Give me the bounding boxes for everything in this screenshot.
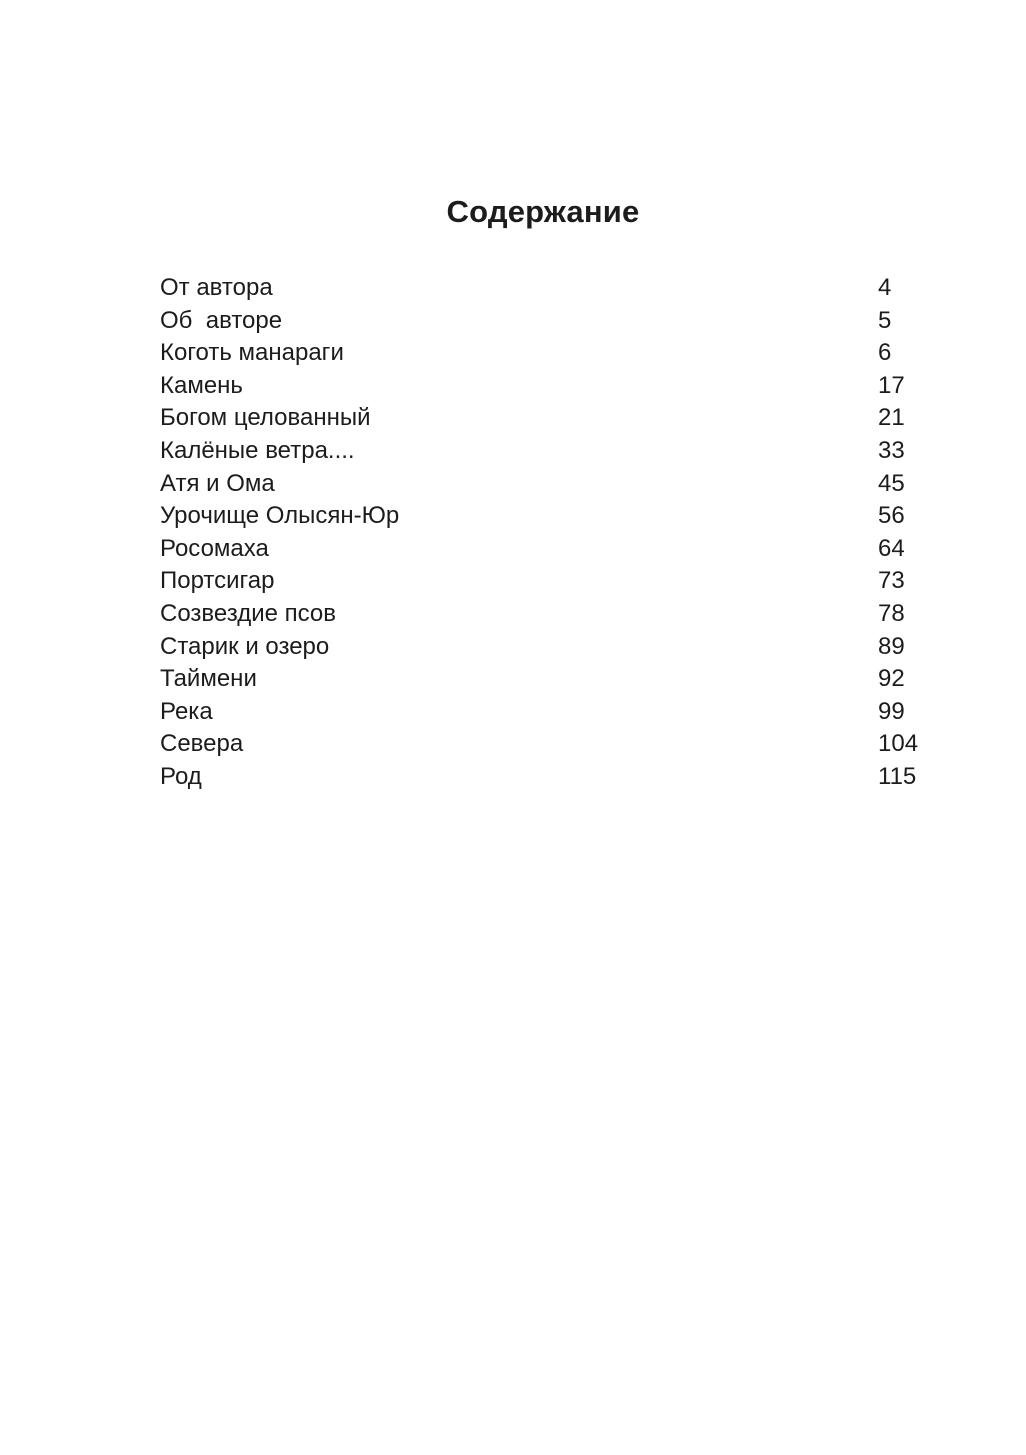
toc-row	[160, 728, 926, 761]
toc-entry-title: Калёные ветра....	[160, 436, 355, 464]
toc-entry-page-number: 5	[878, 306, 892, 334]
toc-row	[160, 402, 926, 435]
toc-row	[160, 598, 926, 631]
toc-row	[160, 272, 926, 305]
toc-entry-page-number: 4	[878, 274, 892, 301]
toc-row	[160, 370, 926, 403]
toc-entry-page-number: 115	[878, 762, 917, 790]
toc-entry-page-number: 6	[878, 339, 892, 367]
toc-entry-page-number: 99	[878, 697, 905, 725]
toc-entry-page-number: 104	[878, 730, 919, 758]
toc-entry-title: Росомаха	[160, 534, 269, 562]
toc-entry-title: От автора	[160, 274, 273, 301]
toc-entry-page-number: 64	[878, 534, 905, 562]
toc-row	[160, 565, 926, 598]
toc-entry-page-number: 21	[878, 404, 905, 432]
toc-row	[160, 435, 926, 468]
toc-row	[160, 500, 926, 533]
toc-entry-page-number: 89	[878, 632, 905, 660]
toc-entry-title: Коготь манараги	[160, 339, 344, 367]
toc-row	[160, 305, 926, 338]
toc-entry-title: Род	[160, 762, 202, 790]
toc-entry-page-number: 73	[878, 567, 905, 595]
toc-entry-title: Богом целованный	[160, 404, 371, 432]
toc-entry-title: Урочище Олысян-Юр	[160, 502, 400, 530]
toc-row	[160, 696, 926, 729]
page-title: Содержание	[446, 194, 640, 229]
toc-entry-title: Старик и озеро	[160, 632, 330, 660]
toc-entry-title: Об авторе	[160, 306, 283, 334]
toc-row	[160, 663, 926, 696]
toc-entry-page-number: 92	[878, 665, 905, 693]
toc-entry-title: Камень	[160, 371, 243, 399]
toc-row	[160, 533, 926, 566]
toc-entry-title: Атя и Ома	[160, 469, 275, 497]
toc-row	[160, 468, 926, 501]
toc-entry-title: Таймени	[160, 665, 257, 693]
toc-entry-page-number: 17	[878, 371, 905, 399]
toc-entry-page-number: 56	[878, 502, 905, 530]
toc-row	[160, 761, 926, 794]
toc-entry-title: Севера	[160, 730, 244, 758]
toc-entry-title: Река	[160, 697, 213, 725]
toc-entry-page-number: 33	[878, 436, 905, 464]
toc-content	[160, 192, 926, 794]
toc-entry-title: Созвездие псов	[160, 599, 336, 627]
toc-row	[160, 631, 926, 664]
toc-row	[160, 337, 926, 370]
toc-list	[160, 272, 926, 794]
toc-entry-page-number: 45	[878, 469, 905, 497]
toc-entry-page-number: 78	[878, 599, 905, 627]
toc-entry-title: Портсигар	[160, 567, 275, 595]
